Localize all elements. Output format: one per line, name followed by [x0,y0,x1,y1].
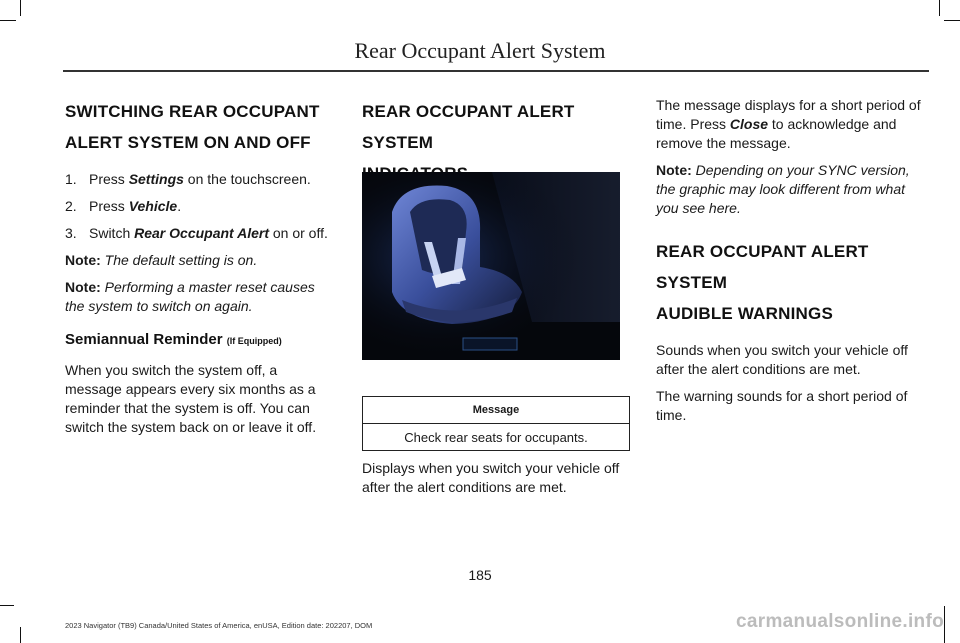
paragraph: The message displays for a short period of time. Press Close to acknowledge and remove the message. [656,97,921,151]
steps-list [65,170,337,243]
page-header-title: Rear Occupant Alert System [354,38,606,63]
table-cell: Check rear seats for occupants. [363,424,630,451]
message-table [362,396,630,451]
section-heading: REAR OCCUPANT ALERT SYSTEM [362,102,575,152]
list-item: 1. Press Settings on the touchscreen. [65,171,311,187]
note: Note: The default setting is on. [65,252,258,268]
message-description: Displays when you switch your vehicle off after the alert conditions are met. [362,460,620,495]
crop-mark [944,20,960,21]
subsection-heading: Semiannual Reminder (If Equipped) [65,331,282,348]
section-heading: REAR OCCUPANT ALERT SYSTEM AUDIBLE WARNINGS [656,242,869,323]
crop-mark [944,606,945,643]
watermark: carmanualsonline.info [736,611,944,632]
footer-edition: 2023 Navigator (TB9) Canada/United States of America, enUSA, Edition date: 202207, DOM [65,621,373,630]
reminder-paragraph: When you switch the system off, a message appears every six months as a reminder that the system is off. You can switch the system back on or leave it off. [65,362,317,435]
crop-mark [20,0,21,16]
list-item: 2. Press Vehicle. [65,198,182,214]
column-right [656,96,930,433]
section-heading: SWITCHING REAR OCCUPANT ALERT SYSTEM ON AND OFF [65,102,320,152]
list-item: 3. Switch Rear Occupant Alert on or off. [65,225,328,241]
table-header: Message [363,397,630,424]
note: Note: Depending on your SYNC version, the graphic may look different from what you see here. [656,162,910,216]
crop-mark [0,605,14,606]
crop-mark [939,0,940,16]
page-number: 185 [468,567,492,583]
column-left [65,96,337,445]
paragraph: The warning sounds for a short period of time. [656,388,908,423]
note: Note: Performing a master reset causes the system to switch on again. [65,279,315,314]
header-rule [63,70,929,72]
child-seat-image [362,172,620,360]
paragraph: Sounds when you switch your vehicle off after the alert conditions are met. [656,342,908,377]
car-seat-illustration [362,172,620,360]
crop-mark [0,20,16,21]
crop-mark [20,627,21,643]
